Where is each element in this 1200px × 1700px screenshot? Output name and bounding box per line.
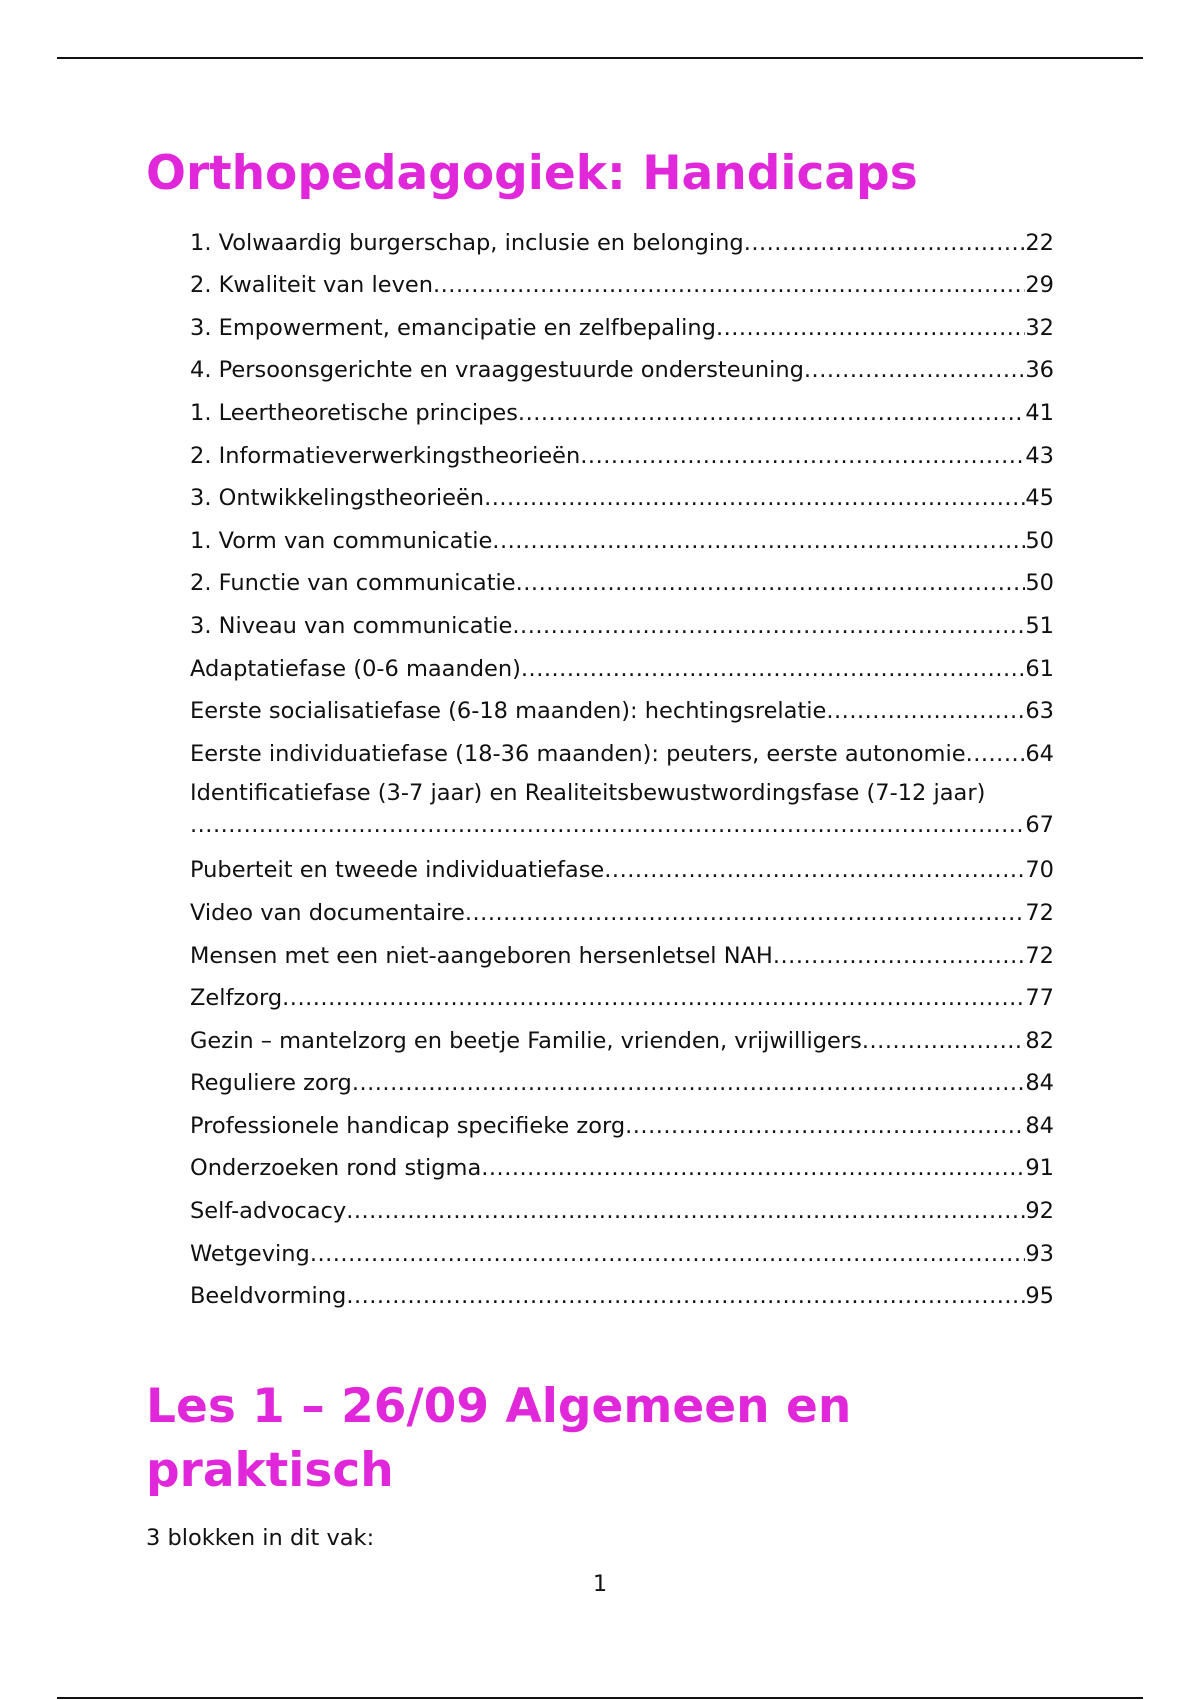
toc-entry-text: 1. Volwaardig burgerschap, inclusie en belonging <box>190 229 744 256</box>
toc-entry[interactable] <box>190 518 1054 561</box>
toc-entry-text: 2. Kwaliteit van leven <box>190 272 433 299</box>
toc-entry[interactable] <box>190 433 1054 476</box>
toc-entry-text: Identificatiefase (3-7 jaar) en Realiteitsbewustwordingsfase (7-12 jaar) <box>190 779 986 806</box>
toc-entry[interactable] <box>190 348 1054 391</box>
body-text: 3 blokken in dit vak: <box>146 1525 375 1551</box>
toc-leader <box>346 1198 1025 1231</box>
document-title: Orthopedagogiek: Handicaps <box>146 146 918 201</box>
toc-entry-page: 77 <box>1025 985 1054 1012</box>
toc-entry[interactable] <box>190 1231 1054 1274</box>
toc-entry[interactable] <box>190 1188 1054 1231</box>
toc-entry[interactable] <box>190 933 1054 976</box>
toc-entry-text: Beeldvorming <box>190 1283 347 1310</box>
toc-leader <box>481 1155 1025 1188</box>
toc-entry-text: Gezin – mantelzorg en beetje Familie, vrienden, vrijwilligers <box>190 1027 862 1054</box>
toc-entry-text: Professionele handicap specifieke zorg <box>190 1112 626 1139</box>
toc-entry[interactable] <box>190 1061 1054 1104</box>
toc-leader <box>352 1070 1026 1103</box>
toc-entry-text: Video van documentaire <box>190 899 465 926</box>
toc-leader <box>804 357 1025 390</box>
toc-entry-page: 70 <box>1025 857 1054 884</box>
toc-entry-page: 63 <box>1025 698 1054 725</box>
toc-leader <box>773 943 1026 976</box>
toc-leader <box>716 315 1025 348</box>
toc-entry[interactable] <box>190 848 1054 891</box>
toc-entry[interactable] <box>190 976 1054 1019</box>
toc-leader <box>346 1283 1025 1316</box>
toc-leader <box>862 1028 1026 1061</box>
toc-entry-text: Wetgeving <box>190 1240 310 1267</box>
toc-entry-page: 67 <box>1025 811 1054 838</box>
toc-leader <box>518 400 1025 433</box>
toc-entry-text: 1. Vorm van communicatie <box>190 527 493 554</box>
toc-leader <box>826 698 1025 731</box>
toc-entry-text: Zelfzorg <box>190 985 283 1012</box>
toc-leader <box>310 1241 1026 1274</box>
toc-entry-page: 92 <box>1025 1198 1054 1225</box>
toc-entry-page: 36 <box>1025 357 1054 384</box>
toc-entry-text: Mensen met een niet-aangeboren hersenletsel NAH <box>190 942 773 969</box>
toc-entry-text: Eerste socialisatiefase (6-18 maanden): hechtingsrelatie <box>190 698 827 725</box>
toc-entry-leader-row <box>190 806 1054 838</box>
toc-leader <box>484 485 1025 518</box>
toc-entry[interactable] <box>190 305 1054 348</box>
toc-entry-text: Reguliere zorg <box>190 1070 352 1097</box>
toc-leader <box>282 985 1025 1018</box>
toc-leader <box>492 528 1025 561</box>
toc-entry-page: 43 <box>1025 442 1054 469</box>
toc-leader <box>512 613 1025 646</box>
toc-entry[interactable] <box>190 390 1054 433</box>
toc-leader <box>465 900 1025 933</box>
toc-entry[interactable] <box>190 774 1054 848</box>
toc-leader <box>516 570 1026 603</box>
toc-entry-page: 95 <box>1025 1283 1054 1310</box>
toc-entry[interactable] <box>190 603 1054 646</box>
toc-entry[interactable] <box>190 646 1054 689</box>
bottom-rule <box>57 1697 1143 1699</box>
toc-leader <box>190 812 1025 838</box>
toc-entry-page: 51 <box>1025 612 1054 639</box>
toc-entry[interactable] <box>190 1103 1054 1146</box>
toc-entry-text: Self-advocacy <box>190 1198 347 1225</box>
toc-entry-page: 50 <box>1025 527 1054 554</box>
toc-entry-page: 72 <box>1025 942 1054 969</box>
toc-entry-text: 2. Functie van communicatie <box>190 570 516 597</box>
section-title: Les 1 – 26/09 Algemeen en praktisch <box>146 1379 852 1498</box>
toc-entry[interactable] <box>190 689 1054 732</box>
toc-entry-page: 32 <box>1025 314 1054 341</box>
toc-leader <box>521 656 1025 689</box>
toc-entry-page: 64 <box>1025 740 1054 767</box>
toc-entry-text: 3. Empowerment, emancipatie en zelfbepaling <box>190 314 716 341</box>
toc-entry-text: Onderzoeken rond stigma <box>190 1155 482 1182</box>
toc-entry-text: Eerste individuatiefase (18-36 maanden): peuters, eerste autonomie <box>190 740 966 767</box>
toc-entry-text: 3. Niveau van communicatie <box>190 612 513 639</box>
toc-entry-page: 50 <box>1025 570 1054 597</box>
toc-entry-page: 29 <box>1025 272 1054 299</box>
toc-entry[interactable] <box>190 220 1054 263</box>
toc-entry-text: Puberteit en tweede individuatiefase <box>190 857 605 884</box>
toc-entry-text: 2. Informatieverwerkingstheorieën <box>190 442 581 469</box>
toc-entry[interactable] <box>190 890 1054 933</box>
toc-entry[interactable] <box>190 731 1054 774</box>
toc-entry-page: 84 <box>1025 1070 1054 1097</box>
toc-entry-page: 91 <box>1025 1155 1054 1182</box>
toc-leader <box>966 741 1026 774</box>
toc-leader <box>625 1113 1025 1146</box>
toc-entry-text: 3. Ontwikkelingstheorieën <box>190 485 485 512</box>
toc-leader <box>604 857 1025 890</box>
toc-entry-page: 45 <box>1025 485 1054 512</box>
toc-entry-page: 84 <box>1025 1112 1054 1139</box>
toc-entry-page: 22 <box>1025 229 1054 256</box>
toc-entry-page: 61 <box>1025 655 1054 682</box>
toc-entry[interactable] <box>190 1146 1054 1189</box>
toc-entry-text: Adaptatiefase (0-6 maanden) <box>190 655 521 682</box>
toc-entry[interactable] <box>190 263 1054 306</box>
toc-leader <box>433 272 1025 305</box>
toc-entry[interactable] <box>190 476 1054 519</box>
top-rule <box>57 57 1143 59</box>
toc-entry[interactable] <box>190 1018 1054 1061</box>
toc-entry[interactable] <box>190 1274 1054 1317</box>
toc-entry-text: 4. Persoonsgerichte en vraaggestuurde ondersteuning <box>190 357 804 384</box>
toc-entry-page: 72 <box>1025 899 1054 926</box>
page-number: 1 <box>592 1571 608 1597</box>
toc-leader <box>580 443 1025 476</box>
table-of-contents <box>190 220 1054 1316</box>
toc-entry-page: 82 <box>1025 1027 1054 1054</box>
toc-entry-page: 93 <box>1025 1240 1054 1267</box>
toc-leader <box>744 230 1026 263</box>
toc-entry-page: 41 <box>1025 399 1054 426</box>
toc-entry[interactable] <box>190 561 1054 604</box>
toc-entry-text: 1. Leertheoretische principes <box>190 399 518 426</box>
